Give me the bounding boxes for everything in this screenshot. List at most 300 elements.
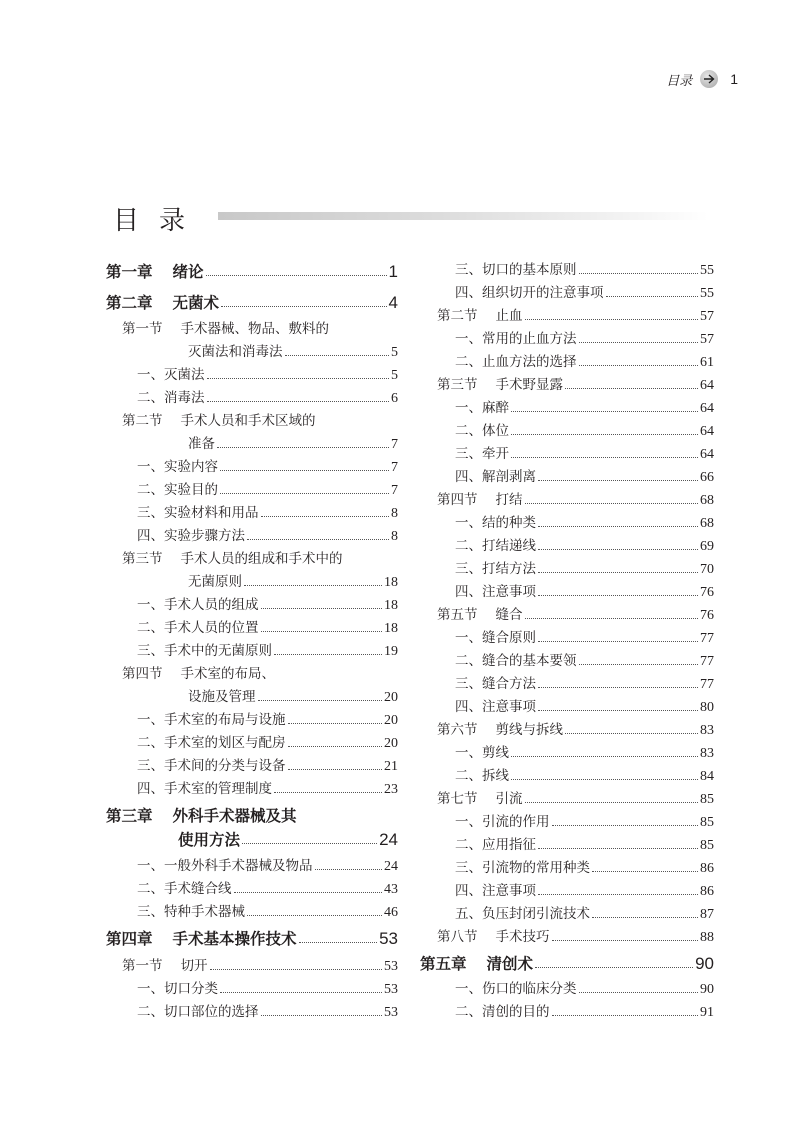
toc-item-entry[interactable] bbox=[420, 260, 714, 281]
toc-entry-label bbox=[188, 687, 256, 707]
toc-entry-page: 6 bbox=[391, 391, 398, 406]
toc-entry-title: 一、常用的止血方法 bbox=[455, 331, 577, 347]
toc-entry-label bbox=[455, 421, 509, 441]
dot-leader bbox=[220, 493, 389, 494]
toc-item-entry[interactable] bbox=[106, 457, 398, 478]
toc-item-entry[interactable] bbox=[106, 526, 398, 547]
dot-leader bbox=[538, 848, 698, 849]
toc-entry-label bbox=[455, 513, 536, 533]
toc-entry-label bbox=[137, 979, 218, 999]
toc-entry-label bbox=[455, 835, 536, 855]
toc-entry-title: 二、清创的目的 bbox=[455, 1004, 550, 1020]
toc-entry-title: 三、手术中的无菌原则 bbox=[137, 643, 272, 659]
toc-entry-title: 五、负压封闭引流技术 bbox=[455, 906, 590, 922]
toc-entry-title: 手术基本操作技术 bbox=[172, 930, 297, 948]
dot-leader bbox=[538, 595, 698, 596]
toc-entry-page: 64 bbox=[700, 401, 714, 416]
dot-leader bbox=[261, 516, 390, 517]
dot-leader bbox=[552, 1015, 699, 1016]
toc-entry-label bbox=[137, 1002, 259, 1022]
dot-leader bbox=[538, 480, 698, 481]
toc-entry-page: 23 bbox=[384, 782, 398, 797]
toc-entry-title: 一、伤口的临床分类 bbox=[455, 981, 577, 997]
dot-leader bbox=[538, 710, 698, 711]
toc-entry-page: 7 bbox=[391, 460, 398, 475]
dot-leader bbox=[579, 664, 699, 665]
toc-entry-title: 四、解剖剥离 bbox=[455, 469, 536, 485]
toc-entry-label bbox=[437, 375, 563, 395]
toc-entry-title: 一、一般外科手术器械及物品 bbox=[137, 858, 313, 874]
toc-entry-number: 第二节 bbox=[122, 413, 163, 429]
toc-entry-title: 清创术 bbox=[486, 955, 534, 973]
toc-entry-page: 18 bbox=[384, 621, 398, 636]
toc-item-entry[interactable] bbox=[420, 697, 714, 718]
dot-leader bbox=[579, 342, 699, 343]
toc-entry-title: 三、手术间的分类与设备 bbox=[137, 758, 286, 774]
dot-leader bbox=[525, 802, 699, 803]
toc-item-entry[interactable] bbox=[420, 467, 714, 488]
dot-leader bbox=[538, 641, 698, 642]
toc-entry-title: 使用方法 bbox=[178, 831, 241, 849]
toc-section-entry[interactable] bbox=[420, 789, 714, 810]
dot-leader bbox=[220, 992, 382, 993]
toc-entry-label bbox=[137, 365, 205, 385]
toc-item-entry[interactable] bbox=[106, 618, 398, 639]
dot-leader bbox=[579, 273, 699, 274]
toc-item-entry[interactable] bbox=[420, 674, 714, 695]
toc-entry-label bbox=[137, 902, 245, 922]
toc-entry-label bbox=[122, 549, 343, 569]
toc-entry-title: 打结 bbox=[495, 492, 523, 508]
toc-section-entry-continued[interactable] bbox=[106, 687, 398, 708]
dot-leader bbox=[288, 746, 383, 747]
toc-section-entry[interactable] bbox=[420, 306, 714, 327]
toc-item-entry[interactable] bbox=[106, 756, 398, 777]
toc-entry-label bbox=[122, 411, 316, 431]
toc-section-entry[interactable] bbox=[106, 319, 398, 339]
toc-entry-page: 20 bbox=[384, 690, 398, 705]
toc-entry-title: 准备 bbox=[188, 436, 215, 452]
toc-section-entry[interactable] bbox=[420, 927, 714, 948]
toc-entry-title: 二、消毒法 bbox=[137, 390, 205, 406]
toc-item-entry[interactable] bbox=[420, 559, 714, 580]
toc-entry-title: 剪线与拆线 bbox=[495, 722, 563, 738]
toc-entry-number: 第一节 bbox=[122, 958, 163, 974]
dot-leader bbox=[606, 296, 699, 297]
toc-item-entry[interactable] bbox=[420, 858, 714, 879]
toc-item-entry[interactable] bbox=[106, 1002, 398, 1023]
toc-entry-page: 18 bbox=[384, 598, 398, 613]
toc-entry-page: 77 bbox=[700, 654, 714, 669]
toc-entry-label bbox=[122, 956, 208, 976]
toc-entry-number: 第五章 bbox=[420, 955, 467, 973]
toc-item-entry[interactable] bbox=[420, 329, 714, 350]
toc-entry-label bbox=[178, 830, 240, 850]
heading-rule bbox=[218, 212, 708, 220]
dot-leader bbox=[511, 411, 698, 412]
toc-entry-page: 64 bbox=[700, 378, 714, 393]
toc-item-entry[interactable] bbox=[106, 503, 398, 524]
dot-leader bbox=[288, 723, 383, 724]
dot-leader bbox=[244, 585, 382, 586]
toc-section-entry[interactable] bbox=[106, 549, 398, 569]
dot-leader bbox=[538, 526, 698, 527]
toc-item-entry[interactable] bbox=[420, 352, 714, 373]
toc-entry-page: 77 bbox=[700, 631, 714, 646]
toc-entry-title: 三、实验材料和用品 bbox=[137, 505, 259, 521]
toc-item-entry[interactable] bbox=[420, 444, 714, 465]
toc-entry-page: 84 bbox=[700, 769, 714, 784]
toc-entry-title: 三、牵开 bbox=[455, 446, 509, 462]
toc-entry-page: 53 bbox=[379, 929, 398, 948]
toc-section-entry[interactable] bbox=[420, 605, 714, 626]
toc-entry-page: 24 bbox=[384, 859, 398, 874]
toc-entry-label bbox=[455, 697, 536, 717]
toc-entry-page: 8 bbox=[391, 529, 398, 544]
toc-entry-label bbox=[106, 262, 204, 282]
toc-entry-label bbox=[455, 628, 536, 648]
toc-chapter-entry[interactable] bbox=[106, 929, 398, 949]
toc-entry-label bbox=[188, 434, 215, 454]
toc-entry-number: 第一章 bbox=[106, 263, 153, 281]
toc-entry-label bbox=[137, 618, 259, 638]
dot-leader bbox=[538, 549, 698, 550]
toc-section-entry-continued[interactable] bbox=[106, 434, 398, 455]
toc-entry-page: 1 bbox=[388, 262, 398, 281]
dot-leader bbox=[234, 892, 383, 893]
toc-entry-title: 三、缝合方法 bbox=[455, 676, 536, 692]
toc-entry-title: 一、灭菌法 bbox=[137, 367, 205, 383]
toc-item-entry[interactable] bbox=[420, 1002, 714, 1023]
toc-entry-page: 85 bbox=[700, 792, 714, 807]
toc-entry-label bbox=[122, 664, 275, 684]
toc-entry-page: 85 bbox=[700, 838, 714, 853]
page-title: 目录 bbox=[113, 206, 206, 236]
toc-entry-page: 61 bbox=[700, 355, 714, 370]
toc-entry-title: 二、体位 bbox=[455, 423, 509, 439]
toc-item-entry[interactable] bbox=[420, 513, 714, 534]
toc-item-entry[interactable] bbox=[106, 480, 398, 501]
toc-entry-title: 灭菌法和消毒法 bbox=[188, 344, 283, 360]
toc-section-entry-continued[interactable] bbox=[106, 342, 398, 363]
toc-entry-page: 8 bbox=[391, 506, 398, 521]
toc-entry-page: 86 bbox=[700, 861, 714, 876]
toc-entry-title: 二、实验目的 bbox=[137, 482, 218, 498]
toc-item-entry[interactable] bbox=[420, 812, 714, 833]
toc-entry-title: 止血 bbox=[495, 308, 523, 324]
toc-entry-page: 86 bbox=[700, 884, 714, 899]
toc-item-entry[interactable] bbox=[420, 628, 714, 649]
dot-leader bbox=[210, 969, 383, 970]
toc-entry-title: 设施及管理 bbox=[188, 689, 256, 705]
dot-leader bbox=[261, 631, 383, 632]
toc-section-entry[interactable] bbox=[420, 375, 714, 396]
toc-entry-label bbox=[455, 444, 509, 464]
toc-entry-label bbox=[455, 651, 577, 671]
running-header bbox=[666, 68, 738, 90]
toc-entry-label bbox=[122, 319, 329, 339]
toc-section-entry[interactable] bbox=[420, 490, 714, 511]
toc-entry-page: 53 bbox=[384, 1005, 398, 1020]
toc-entry-page: 55 bbox=[700, 263, 714, 278]
toc-item-entry[interactable] bbox=[420, 651, 714, 672]
toc-entry-label bbox=[455, 766, 509, 786]
toc-entry-number: 第八节 bbox=[437, 929, 478, 945]
dot-leader bbox=[274, 654, 382, 655]
toc-entry-number: 第七节 bbox=[437, 791, 478, 807]
dot-leader bbox=[285, 355, 390, 356]
toc-entry-page: 91 bbox=[700, 1005, 714, 1020]
toc-entry-label bbox=[455, 812, 550, 832]
toc-entry-title: 一、麻醉 bbox=[455, 400, 509, 416]
toc-entry-page: 5 bbox=[391, 345, 398, 360]
dot-leader bbox=[579, 365, 699, 366]
toc-item-entry[interactable] bbox=[420, 421, 714, 442]
toc-item-entry[interactable] bbox=[106, 710, 398, 731]
toc-entry-title: 二、手术室的划区与配房 bbox=[137, 735, 286, 751]
toc-entry-label bbox=[137, 503, 259, 523]
toc-entry-title: 二、缝合的基本要领 bbox=[455, 653, 577, 669]
dot-leader bbox=[552, 940, 699, 941]
toc-entry-title: 四、实验步骤方法 bbox=[137, 528, 245, 544]
toc-item-entry[interactable] bbox=[106, 365, 398, 386]
toc-entry-title: 四、组织切开的注意事项 bbox=[455, 285, 604, 301]
toc-entry-page: 53 bbox=[384, 959, 398, 974]
toc-entry-page: 68 bbox=[700, 516, 714, 531]
toc-entry-title: 手术技巧 bbox=[495, 929, 550, 945]
toc-entry-title: 手术人员和手术区域的 bbox=[180, 413, 316, 429]
toc-entry-label bbox=[455, 904, 590, 924]
toc-item-entry[interactable] bbox=[106, 388, 398, 409]
toc-section-entry[interactable] bbox=[106, 956, 398, 977]
toc-entry-page: 85 bbox=[700, 815, 714, 830]
toc-entry-label bbox=[455, 559, 536, 579]
toc-entry-label bbox=[455, 979, 577, 999]
toc-entry-title: 手术器械、物品、敷料的 bbox=[180, 321, 329, 337]
toc-entry-number: 第五节 bbox=[437, 607, 478, 623]
toc-item-entry[interactable] bbox=[106, 856, 398, 877]
toc-entry-label bbox=[137, 526, 245, 546]
toc-entry-title: 一、引流的作用 bbox=[455, 814, 550, 830]
dot-leader bbox=[592, 871, 698, 872]
toc-entry-page: 18 bbox=[384, 575, 398, 590]
toc-chapter-entry[interactable] bbox=[106, 293, 398, 313]
toc-item-entry[interactable] bbox=[420, 979, 714, 1000]
toc-section-entry-continued[interactable] bbox=[106, 572, 398, 593]
toc-entry-page: 20 bbox=[384, 713, 398, 728]
toc-entry-label bbox=[106, 929, 297, 949]
toc-chapter-entry[interactable] bbox=[106, 806, 398, 826]
dot-leader bbox=[258, 700, 383, 701]
dot-leader bbox=[565, 733, 698, 734]
toc-entry-title: 无菌术 bbox=[172, 294, 220, 312]
toc-item-entry[interactable] bbox=[420, 536, 714, 557]
toc-entry-title: 绪论 bbox=[172, 263, 204, 281]
toc-entry-label bbox=[106, 293, 219, 313]
toc-entry-title: 四、注意事项 bbox=[455, 883, 536, 899]
toc-entry-title: 一、实验内容 bbox=[137, 459, 218, 475]
toc-entry-label bbox=[455, 582, 536, 602]
toc-entry-title: 二、拆线 bbox=[455, 768, 509, 784]
toc-entry-page: 87 bbox=[700, 907, 714, 922]
running-header-title: 目录 bbox=[666, 73, 693, 89]
toc-entry-label bbox=[437, 720, 563, 740]
toc-entry-title: 二、应用指征 bbox=[455, 837, 536, 853]
toc-entry-title: 一、剪线 bbox=[455, 745, 509, 761]
toc-entry-title: 切开 bbox=[180, 958, 208, 974]
dot-leader bbox=[511, 457, 698, 458]
dot-leader bbox=[242, 843, 377, 844]
toc-entry-page: 7 bbox=[391, 437, 398, 452]
toc-section-entry[interactable] bbox=[106, 664, 398, 684]
toc-entry-number: 第三章 bbox=[106, 807, 153, 825]
toc-item-entry[interactable] bbox=[420, 835, 714, 856]
toc-entry-title: 引流 bbox=[495, 791, 523, 807]
toc-item-entry[interactable] bbox=[420, 766, 714, 787]
toc-entry-number: 第六节 bbox=[437, 722, 478, 738]
dot-leader bbox=[299, 942, 378, 943]
dot-leader bbox=[525, 503, 699, 504]
toc-entry-page: 68 bbox=[700, 493, 714, 508]
dot-leader bbox=[220, 470, 389, 471]
toc-section-entry[interactable] bbox=[420, 720, 714, 741]
toc-entry-number: 第四节 bbox=[122, 666, 163, 682]
toc-entry-title: 手术室的布局、 bbox=[180, 666, 275, 682]
dot-leader bbox=[535, 967, 693, 968]
dot-leader bbox=[247, 915, 382, 916]
toc-item-entry[interactable] bbox=[106, 879, 398, 900]
toc-item-entry[interactable] bbox=[420, 904, 714, 925]
toc-entry-label bbox=[437, 605, 523, 625]
dot-leader bbox=[525, 319, 699, 320]
toc-entry-title: 一、手术人员的组成 bbox=[137, 597, 259, 613]
toc-entry-number: 第二节 bbox=[437, 308, 478, 324]
toc-entry-label bbox=[455, 674, 536, 694]
toc-entry-page: 64 bbox=[700, 447, 714, 462]
dot-leader bbox=[261, 1015, 383, 1016]
toc-entry-label bbox=[455, 352, 577, 372]
toc-entry-label bbox=[188, 342, 283, 362]
toc-entry-title: 二、切口部位的选择 bbox=[137, 1004, 259, 1020]
toc-entry-title: 一、切口分类 bbox=[137, 981, 218, 997]
toc-item-entry[interactable] bbox=[420, 881, 714, 902]
toc-entry-label bbox=[137, 457, 218, 477]
toc-entry-title: 一、缝合原则 bbox=[455, 630, 536, 646]
toc-entry-label bbox=[137, 756, 286, 776]
dot-leader bbox=[261, 608, 383, 609]
toc-entry-number: 第三节 bbox=[437, 377, 478, 393]
toc-entry-label bbox=[137, 779, 272, 799]
toc-entry-label bbox=[137, 879, 232, 899]
toc-entry-label bbox=[188, 572, 242, 592]
toc-item-entry[interactable] bbox=[106, 595, 398, 616]
dot-leader bbox=[538, 572, 698, 573]
toc-entry-page: 43 bbox=[384, 882, 398, 897]
toc-entry-number: 第四章 bbox=[106, 930, 153, 948]
dot-leader bbox=[579, 992, 699, 993]
dot-leader bbox=[274, 792, 382, 793]
toc-entry-title: 三、打结方法 bbox=[455, 561, 536, 577]
toc-chapter-entry[interactable] bbox=[420, 954, 714, 974]
toc-entry-page: 64 bbox=[700, 424, 714, 439]
dot-leader bbox=[565, 388, 698, 389]
toc-item-entry[interactable] bbox=[420, 398, 714, 419]
toc-item-entry[interactable] bbox=[420, 283, 714, 304]
toc-entry-page: 4 bbox=[388, 293, 398, 312]
toc-entry-page: 83 bbox=[700, 723, 714, 738]
toc-entry-title: 三、特种手术器械 bbox=[137, 904, 245, 920]
toc-entry-label bbox=[455, 743, 509, 763]
toc-item-entry[interactable] bbox=[420, 582, 714, 603]
dot-leader bbox=[511, 779, 698, 780]
toc-item-entry[interactable] bbox=[106, 641, 398, 662]
toc-item-entry[interactable] bbox=[106, 902, 398, 923]
toc-entry-label bbox=[437, 789, 523, 809]
toc-item-entry[interactable] bbox=[106, 733, 398, 754]
toc-entry-page: 80 bbox=[700, 700, 714, 715]
dot-leader bbox=[511, 756, 698, 757]
arrow-right-circle-icon bbox=[700, 70, 718, 88]
toc-entry-page: 20 bbox=[384, 736, 398, 751]
toc-section-entry[interactable] bbox=[106, 411, 398, 431]
toc-entry-label bbox=[437, 490, 523, 510]
toc-entry-page: 90 bbox=[695, 954, 714, 973]
dot-leader bbox=[207, 378, 390, 379]
toc-entry-page: 19 bbox=[384, 644, 398, 659]
toc-entry-title: 二、打结递线 bbox=[455, 538, 536, 554]
toc-item-entry[interactable] bbox=[106, 979, 398, 1000]
toc-entry-number: 第二章 bbox=[106, 294, 153, 312]
toc-entry-label bbox=[137, 595, 259, 615]
toc-entry-label bbox=[137, 480, 218, 500]
toc-entry-page: 77 bbox=[700, 677, 714, 692]
toc-entry-title: 四、手术室的管理制度 bbox=[137, 781, 272, 797]
dot-leader bbox=[221, 306, 387, 307]
toc-entry-number: 第一节 bbox=[122, 321, 163, 337]
toc-entry-title: 四、注意事项 bbox=[455, 584, 536, 600]
page-number: 1 bbox=[730, 71, 738, 87]
toc-chapter-entry[interactable] bbox=[106, 262, 398, 282]
toc-entry-page: 5 bbox=[391, 368, 398, 383]
toc-entry-page: 57 bbox=[700, 309, 714, 324]
toc-chapter-entry-continued[interactable] bbox=[106, 830, 398, 850]
toc-entry-label bbox=[420, 954, 533, 974]
toc-entry-title: 无菌原则 bbox=[188, 574, 242, 590]
toc-entry-page: 70 bbox=[700, 562, 714, 577]
toc-entry-page: 90 bbox=[700, 982, 714, 997]
toc-item-entry[interactable] bbox=[420, 743, 714, 764]
toc-entry-label bbox=[137, 856, 313, 876]
toc-entry-title: 三、切口的基本原则 bbox=[455, 262, 577, 278]
toc-entry-title: 二、止血方法的选择 bbox=[455, 354, 577, 370]
toc-entry-label bbox=[437, 927, 550, 947]
dot-leader bbox=[511, 434, 698, 435]
toc-entry-page: 76 bbox=[700, 585, 714, 600]
toc-entry-title: 一、手术室的布局与设施 bbox=[137, 712, 286, 728]
toc-entry-title: 手术野显露 bbox=[495, 377, 563, 393]
toc-entry-label bbox=[137, 641, 272, 661]
toc-entry-title: 手术人员的组成和手术中的 bbox=[180, 551, 343, 567]
toc-entry-label bbox=[455, 398, 509, 418]
toc-entry-title: 二、手术人员的位置 bbox=[137, 620, 259, 636]
toc-entry-label bbox=[455, 881, 536, 901]
toc-item-entry[interactable] bbox=[106, 779, 398, 800]
toc-entry-label bbox=[437, 306, 523, 326]
dot-leader bbox=[538, 687, 698, 688]
dot-leader bbox=[217, 447, 389, 448]
toc-entry-page: 83 bbox=[700, 746, 714, 761]
dot-leader bbox=[207, 401, 390, 402]
